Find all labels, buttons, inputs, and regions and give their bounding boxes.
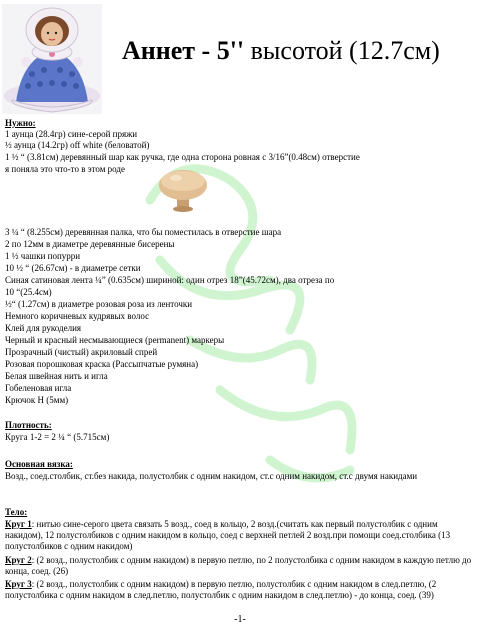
material-line: Черный и красный несмывающиеся (permanent) маркеры: [5, 335, 225, 345]
material-line: ½ аунца (14.2гр) off white (беловатой): [5, 140, 150, 150]
material-line: Розовая порошковая краска (Рассыпчатые румяна): [5, 359, 199, 369]
document-title: [122, 36, 478, 66]
material-line: Прозрачный (чистый) акриловый спрей: [5, 347, 158, 357]
material-line: 1 ½ чашки попурри: [5, 251, 81, 261]
material-line: Гобеленовая игла: [5, 383, 72, 393]
material-line: 1 ½ “ (3.81см) деревянный шар как ручка, где одна сторона ровная с 3/16”(0.48см) отверстие: [5, 152, 360, 162]
materials-heading: Нужно:: [5, 118, 36, 128]
material-line: ½“ (1.27см) в диаметре розовая роза из ленточки: [5, 299, 193, 309]
material-line: Белая швейная нить и игла: [5, 371, 108, 381]
title-size: высотой (12.7см): [244, 36, 440, 65]
material-line: Клей для рукоделия: [5, 323, 82, 333]
stitches-heading: Основная вязка:: [5, 459, 73, 469]
material-line: 3 ¼ “ (8.255см) деревянная палка, что бы поместилась в отверстие шара: [5, 227, 282, 237]
material-line: Синая сатиновая лента ¼” (0.635см) шириной: один отрез 18”(45.72см), два отреза по: [5, 275, 335, 285]
material-line: Крючок H (5мм): [5, 395, 69, 405]
doll-photo: [2, 4, 102, 114]
material-line: 10 ½ “ (26.67см) - в диаметре сетки: [5, 263, 141, 273]
material-line: я поняла это что-то в этом роде: [5, 164, 125, 174]
round-3: Круг 3: (2 возд., полустолбик с одним накидом) в первую петлю, полустолбик с одним накидом в след.петлю, (2 полустолбика с одним накидом в след.петлю, полустолбик с одним накидом в след.петлю) - до конца, соед. (39): [5, 579, 437, 600]
gauge-text: Круга 1-2 = 2 ¼ “ (5.715см): [5, 432, 110, 442]
round-1: Круг 1: нитью сине-серого цвета связать 5 возд., соед в кольцо, 2 возд.(считать как первый полустолбик с одним накидом), 12 полустолбиков с одним накидом в кольцо, соед с верхней петлей 2 возд.при помощи соед.столбика (13 полустолбиков с одним накидом): [5, 519, 451, 551]
material-line: 10 “(25.4см): [5, 287, 52, 297]
material-line: Немного коричневых кудрявых волос: [5, 311, 150, 321]
gauge-heading: Плотность:: [5, 420, 52, 430]
material-line: 2 по 12мм в диаметре деревянные бисерены: [5, 239, 175, 249]
body-heading: Тело:: [5, 507, 28, 517]
page-number: -1-: [234, 614, 246, 625]
stitches-text: Возд., соед.столбик, ст.без накида, полустолбик с одним накидом, ст.с одним накидом, ст.с двумя накидами: [5, 471, 418, 481]
material-line: 1 аунцa (28.4гр) сине-серой пряжи: [5, 129, 138, 139]
wooden-knob-image: [157, 163, 209, 213]
title-name: Аннет - 5'': [122, 36, 245, 65]
round-2: Круг 2: (2 возд., полустолбик с одним накидом) в первую петлю, по 2 полустолбика с одним накидом в каждую петлю до конца, соед. (26): [5, 555, 472, 576]
